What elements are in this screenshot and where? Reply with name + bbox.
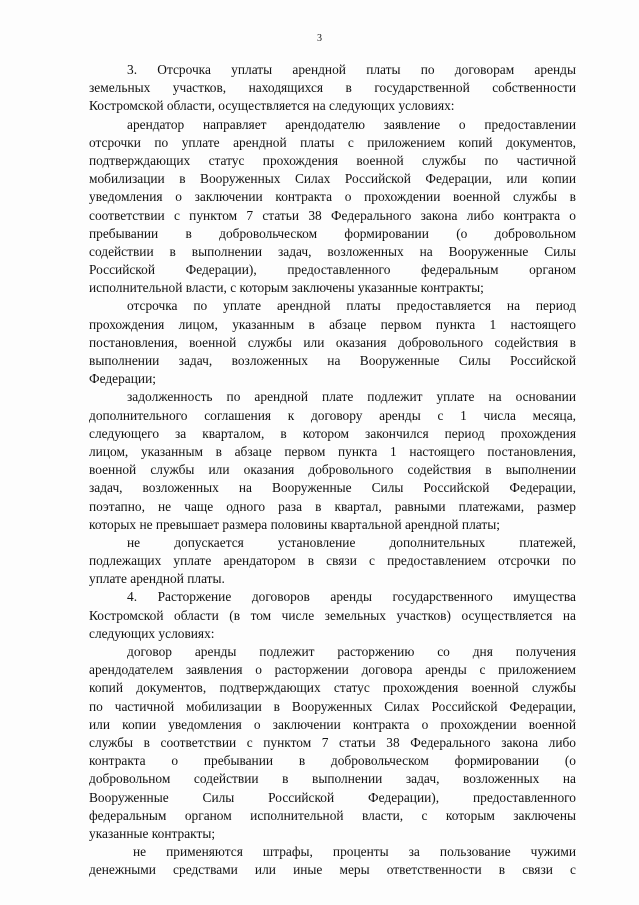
text-line: задач, возложенных на Вооруженные Силы Российской Федерации, <box>89 480 576 496</box>
text-line: соответствии с пунктом 7 статьи 38 Федерального закона либо контракта о <box>89 207 576 223</box>
text-line: поэтапно, не чаще одного раза в квартал, равными платежами, размер <box>89 498 576 514</box>
text-line: Федерации; <box>89 371 156 387</box>
text-line: службы в соответствии с пунктом 7 статьи 38 Федерального закона либо <box>89 734 576 750</box>
text-line: или копии уведомления о заключении контракта о прохождении военной <box>89 716 576 732</box>
text-line: постановления, военной службы или оказания добровольного содействия в <box>89 334 576 350</box>
text-line: копий документов, подтверждающих статус прохождения военной службы <box>89 680 576 696</box>
text-line: отсрочки по уплате арендной платы с приложением копий документов, <box>89 134 576 150</box>
text-line: Костромской области (в том числе земельных участков) осуществляется на <box>89 607 576 623</box>
page-number: 3 <box>317 33 322 44</box>
text-line: следующего за кварталом, в котором закончился период прохождения <box>89 425 576 441</box>
text-line: пребывании в добровольческом формировании (о добровольном <box>89 225 576 241</box>
text-line: федеральным органом исполнительной власти, с которым заключены <box>89 807 576 823</box>
text-line: задолженность по арендной плате подлежит уплате на основании <box>127 389 576 405</box>
text-line: отсрочка по уплате арендной платы предоставляется на период <box>127 298 576 314</box>
text-line: Костромской области, осуществляется на следующих условиях: <box>89 98 455 114</box>
text-line: лицом, указанным в абзаце первом пункта 1 настоящего постановления, <box>89 443 576 459</box>
text-line: Российской Федерации), предоставленного федеральным органом <box>89 262 576 278</box>
text-line: которых не превышает размера половины квартальной арендной платы; <box>89 516 500 532</box>
text-line: выполнении задач, возложенных на Вооруженные Силы Российской <box>89 353 576 368</box>
text-line: подтверждающих статус прохождения военной службы по частичной <box>89 152 576 168</box>
text-line: не допускается установление дополнительных платежей, <box>127 534 576 550</box>
text-line: арендатор направляет арендодателю заявление о предоставлении <box>127 116 576 132</box>
text-line: исполнительной власти, с которым заключены указанные контракты; <box>89 280 484 296</box>
text-line: добровольном содействии в выполнении задач, возложенных на <box>89 771 576 787</box>
text-line: денежными средствами или иные меры ответственности в связи с <box>89 862 576 878</box>
document-body <box>89 61 576 879</box>
text-line: военной службы или оказания добровольного содействия в выполнении <box>89 462 576 478</box>
text-line: договор аренды подлежит расторжению со дня получения <box>127 644 576 659</box>
text-line: 4. Расторжение договоров аренды государственного имущества <box>127 589 576 605</box>
text-line: уплате арендной платы. <box>89 571 225 587</box>
text-line: указанные контракты; <box>89 825 216 841</box>
text-line: содействии в выполнении задач, возложенных на Вооруженные Силы <box>89 243 576 259</box>
text-line: по частичной мобилизации в Вооруженных Силах Российской Федерации, <box>89 698 576 714</box>
text-line: подлежащих уплате арендатором в связи с предоставлением отсрочки по <box>89 553 576 569</box>
text-line: 3. Отсрочка уплаты арендной платы по договорам аренды <box>127 62 576 77</box>
text-line: контракта о пребывании в добровольческом формировании (о <box>89 753 576 769</box>
text-line: следующих условиях: <box>89 625 215 641</box>
text-line: арендодателем заявления о расторжении договора аренды с приложением <box>89 662 576 678</box>
text-line: мобилизации в Вооруженных Силах Российской Федерации, или копии <box>89 171 576 187</box>
text-line: прохождения лицом, указанным в абзаце первом пункта 1 настоящего <box>89 316 576 332</box>
text-line: уведомления о заключении контракта о прохождении военной службы в <box>89 189 576 205</box>
text-line: земельных участков, находящихся в государственной собственности <box>89 80 576 96</box>
text-line: не применяются штрафы, проценты за пользование чужими <box>133 844 576 860</box>
text-line: Вооруженные Силы Российской Федерации), предоставленного <box>89 789 576 805</box>
text-line: дополнительного соглашения к договору аренды с 1 числа месяца, <box>89 407 576 423</box>
